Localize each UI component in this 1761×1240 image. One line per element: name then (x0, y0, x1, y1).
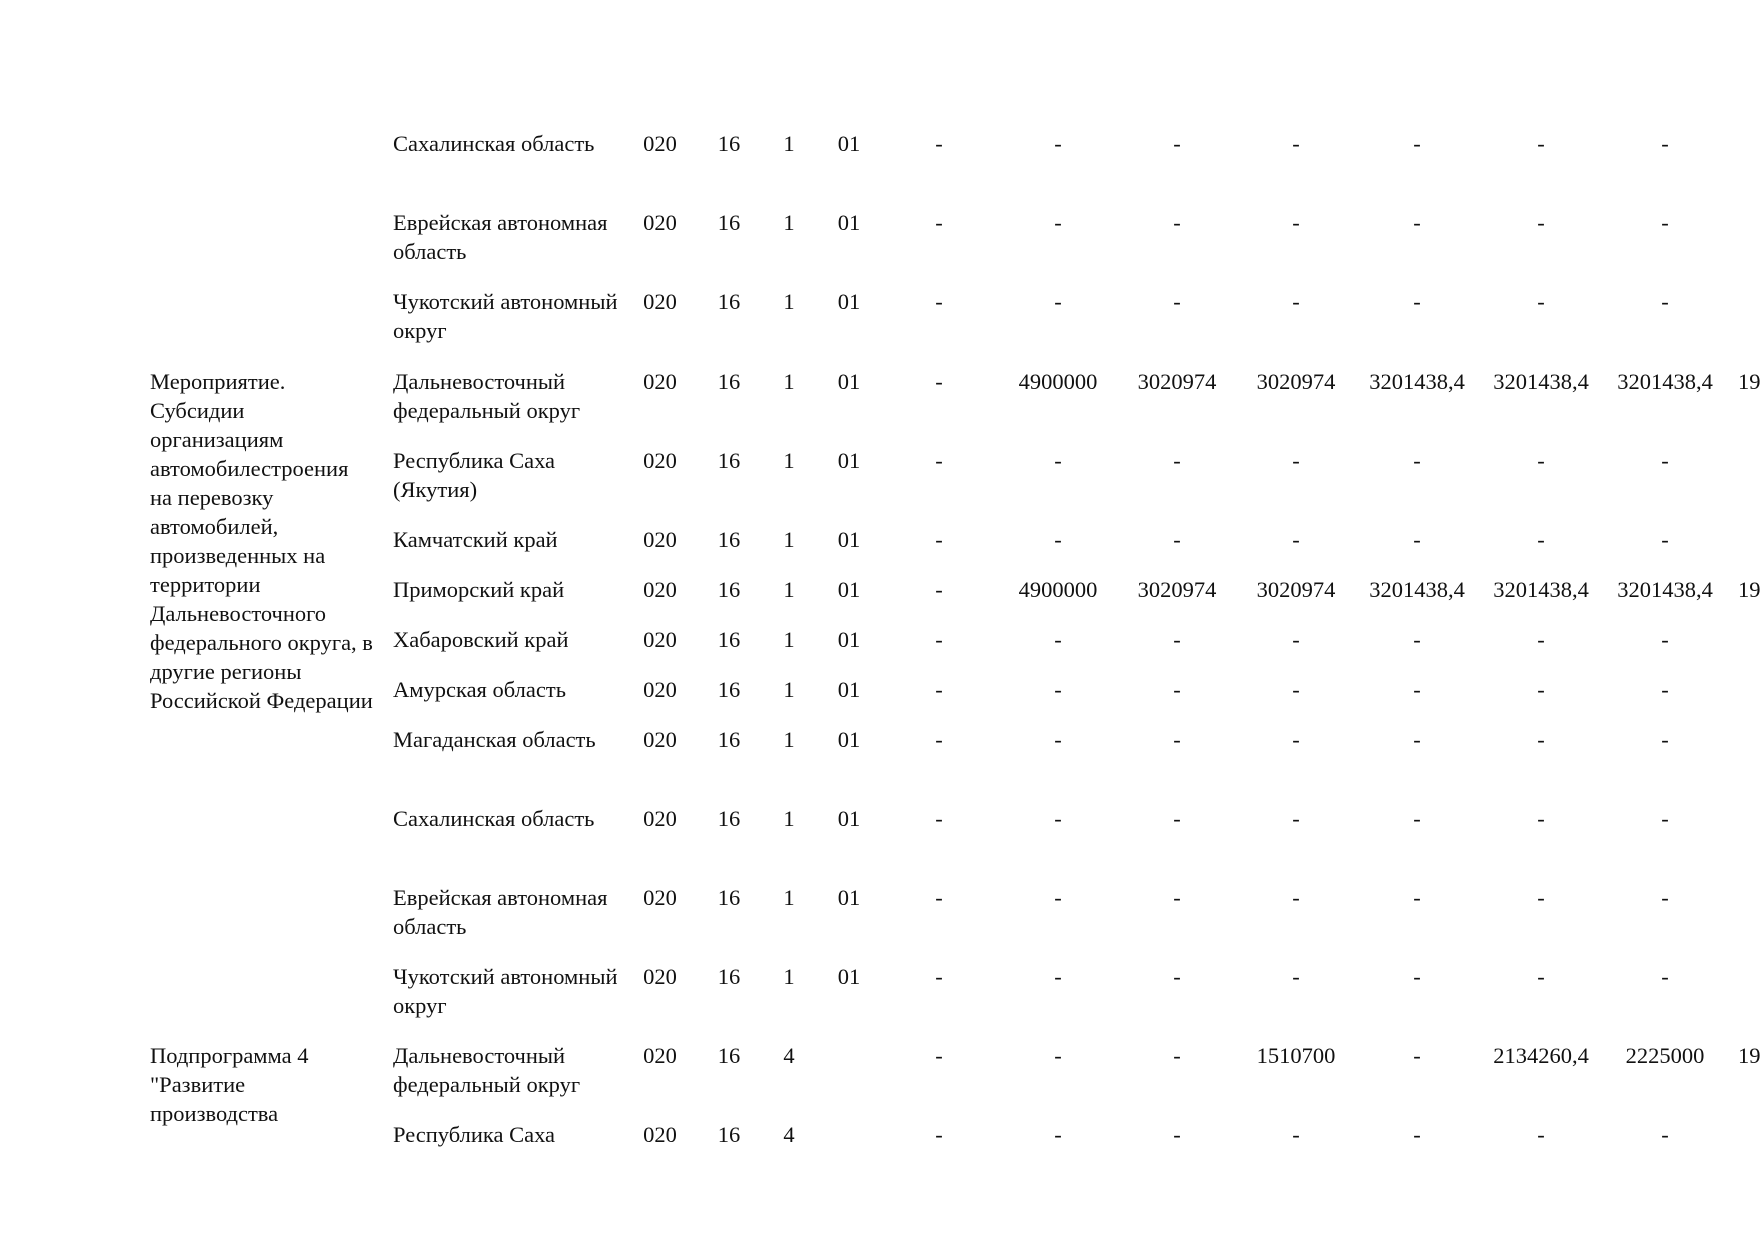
event-code-cell: 01 (837, 885, 861, 910)
value-cell: - (935, 885, 943, 910)
value-cell: - (1292, 964, 1300, 989)
value-cell: - (1413, 964, 1421, 989)
value-cell: - (935, 527, 943, 552)
value-cell: 19 (1738, 1043, 1761, 1068)
grbs-code-cell: 020 (643, 677, 677, 702)
program-code-cell: 16 (717, 369, 741, 394)
value-cell: - (1537, 727, 1545, 752)
region-cell: Дальневосточный федеральный округ (393, 1043, 581, 1097)
value-cell: 3201438,4 (1493, 369, 1589, 394)
value-cell: - (935, 577, 943, 602)
value-cell: - (1173, 448, 1181, 473)
grbs-code-cell: 020 (643, 131, 677, 156)
value-cell: - (935, 131, 943, 156)
value-cell: - (1292, 448, 1300, 473)
value-cell: 3201438,4 (1369, 577, 1465, 602)
value-cell: - (1054, 677, 1062, 702)
value-cell: - (1292, 806, 1300, 831)
event-code-cell: 01 (837, 289, 861, 314)
value-cell: - (1413, 448, 1421, 473)
grbs-code-cell: 020 (643, 964, 677, 989)
value-cell: - (935, 677, 943, 702)
subprogram-code-cell: 1 (783, 677, 795, 702)
grbs-code-cell: 020 (643, 1043, 677, 1068)
event-code-cell: 01 (837, 448, 861, 473)
value-cell: - (1292, 727, 1300, 752)
value-cell: 3020974 (1256, 369, 1336, 394)
subprogram-code-cell: 1 (783, 727, 795, 752)
grbs-code-cell: 020 (643, 885, 677, 910)
value-cell: 4900000 (1018, 577, 1098, 602)
value-cell: 3020974 (1137, 369, 1217, 394)
value-cell: - (1537, 289, 1545, 314)
value-cell: - (1054, 727, 1062, 752)
value-cell: - (1413, 1122, 1421, 1147)
event-code-cell: 01 (837, 627, 861, 652)
value-cell: - (1661, 677, 1669, 702)
program-code-cell: 16 (717, 131, 741, 156)
value-cell: - (935, 964, 943, 989)
grbs-code-cell: 020 (643, 289, 677, 314)
value-cell: - (1413, 527, 1421, 552)
value-cell: - (1661, 289, 1669, 314)
value-cell: - (1413, 1043, 1421, 1068)
value-cell: - (1537, 1122, 1545, 1147)
program-code-cell: 16 (717, 289, 741, 314)
region-cell: Еврейская автономная область (393, 210, 608, 264)
value-cell: - (1173, 131, 1181, 156)
program-code-cell: 16 (717, 448, 741, 473)
value-cell: - (1661, 885, 1669, 910)
value-cell: - (1054, 627, 1062, 652)
value-cell: - (1292, 677, 1300, 702)
subprogram-code-cell: 4 (783, 1043, 795, 1068)
value-cell: - (1054, 806, 1062, 831)
subprogram-code-cell: 1 (783, 627, 795, 652)
subprogram-code-cell: 1 (783, 448, 795, 473)
event-code-cell: 01 (837, 727, 861, 752)
program-code-cell: 16 (717, 806, 741, 831)
subprogram-code-cell: 1 (783, 210, 795, 235)
value-cell: - (935, 369, 943, 394)
value-cell: - (1292, 885, 1300, 910)
value-cell: - (1413, 677, 1421, 702)
event-code-cell: 01 (837, 369, 861, 394)
value-cell: - (1661, 448, 1669, 473)
value-cell: - (1173, 1122, 1181, 1147)
value-cell: - (1661, 210, 1669, 235)
value-cell: 19 (1738, 369, 1761, 394)
subprogram-code-cell: 4 (783, 1122, 795, 1147)
value-cell: - (1054, 885, 1062, 910)
grbs-code-cell: 020 (643, 448, 677, 473)
program-code-cell: 16 (717, 1043, 741, 1068)
program-code-cell: 16 (717, 210, 741, 235)
region-cell: Чукотский автономный округ (393, 289, 618, 343)
value-cell: 19 (1738, 577, 1761, 602)
region-cell: Дальневосточный федеральный округ (393, 369, 581, 423)
subprogram-code-cell: 1 (783, 527, 795, 552)
subprogram-code-cell: 1 (783, 289, 795, 314)
region-cell: Магаданская область (393, 727, 596, 752)
value-cell: - (1537, 210, 1545, 235)
program-code-cell: 16 (717, 727, 741, 752)
event-code-cell: 01 (837, 210, 861, 235)
value-cell: - (1537, 677, 1545, 702)
region-cell: Республика Саха (Якутия) (393, 448, 556, 502)
region-cell: Сахалинская область (393, 806, 595, 831)
value-cell: - (1173, 964, 1181, 989)
value-cell: - (1661, 964, 1669, 989)
region-cell: Еврейская автономная область (393, 885, 608, 939)
measure-title: Мероприятие. Субсидии организациям автомобилестроения на перевозку автомобилей, произведенных на территории Дальневосточного федерального округа, в другие регионы Российской Федерации (150, 369, 373, 713)
region-cell: Камчатский край (393, 527, 558, 552)
region-cell: Амурская область (393, 677, 566, 702)
value-cell: - (1173, 627, 1181, 652)
value-cell: - (1173, 527, 1181, 552)
value-cell: - (935, 210, 943, 235)
value-cell: - (1292, 210, 1300, 235)
value-cell: - (1413, 289, 1421, 314)
grbs-code-cell: 020 (643, 806, 677, 831)
value-cell: 2134260,4 (1493, 1043, 1589, 1068)
value-cell: - (935, 627, 943, 652)
value-cell: - (935, 448, 943, 473)
value-cell: - (1413, 885, 1421, 910)
event-code-cell: 01 (837, 527, 861, 552)
value-cell: - (1292, 1122, 1300, 1147)
value-cell: 1510700 (1256, 1043, 1336, 1068)
event-code-cell: 01 (837, 577, 861, 602)
value-cell: - (1292, 131, 1300, 156)
value-cell: - (1173, 885, 1181, 910)
program-code-cell: 16 (717, 677, 741, 702)
value-cell: - (1537, 806, 1545, 831)
value-cell: - (1054, 1043, 1062, 1068)
grbs-code-cell: 020 (643, 527, 677, 552)
value-cell: - (1173, 677, 1181, 702)
value-cell: - (1537, 448, 1545, 473)
grbs-code-cell: 020 (643, 577, 677, 602)
program-code-cell: 16 (717, 577, 741, 602)
program-code-cell: 16 (717, 1122, 741, 1147)
subprogram-code-cell: 1 (783, 964, 795, 989)
subprogram-code-cell: 1 (783, 131, 795, 156)
program-code-cell: 16 (717, 964, 741, 989)
value-cell: - (1537, 885, 1545, 910)
value-cell: 3020974 (1256, 577, 1336, 602)
value-cell: - (1413, 727, 1421, 752)
value-cell: - (1661, 806, 1669, 831)
value-cell: - (1537, 527, 1545, 552)
value-cell: 3201438,4 (1617, 369, 1713, 394)
value-cell: - (1413, 806, 1421, 831)
region-cell: Хабаровский край (393, 627, 569, 652)
value-cell: - (1173, 289, 1181, 314)
value-cell: - (935, 806, 943, 831)
value-cell: - (1413, 627, 1421, 652)
subprogram-code-cell: 1 (783, 577, 795, 602)
value-cell: - (1173, 727, 1181, 752)
value-cell: - (935, 289, 943, 314)
program-code-cell: 16 (717, 885, 741, 910)
value-cell: - (1661, 627, 1669, 652)
event-code-cell: 01 (837, 131, 861, 156)
grbs-code-cell: 020 (643, 1122, 677, 1147)
event-code-cell: 01 (837, 806, 861, 831)
value-cell: - (1054, 1122, 1062, 1147)
grbs-code-cell: 020 (643, 210, 677, 235)
value-cell: - (1054, 289, 1062, 314)
event-code-cell: 01 (837, 964, 861, 989)
value-cell: - (1292, 289, 1300, 314)
value-cell: - (1661, 727, 1669, 752)
program-code-cell: 16 (717, 527, 741, 552)
value-cell: - (1054, 448, 1062, 473)
grbs-code-cell: 020 (643, 627, 677, 652)
value-cell: - (1054, 210, 1062, 235)
value-cell: - (1661, 527, 1669, 552)
value-cell: 3201438,4 (1617, 577, 1713, 602)
value-cell: - (1537, 627, 1545, 652)
value-cell: - (1537, 131, 1545, 156)
value-cell: - (935, 1043, 943, 1068)
value-cell: - (1054, 131, 1062, 156)
value-cell: - (935, 1122, 943, 1147)
value-cell: 2225000 (1625, 1043, 1705, 1068)
subprogram-code-cell: 1 (783, 885, 795, 910)
region-cell: Чукотский автономный округ (393, 964, 618, 1018)
value-cell: - (1661, 1122, 1669, 1147)
value-cell: - (1537, 964, 1545, 989)
region-cell: Республика Саха (393, 1122, 556, 1147)
grbs-code-cell: 020 (643, 727, 677, 752)
subprogram-code-cell: 1 (783, 369, 795, 394)
value-cell: 4900000 (1018, 369, 1098, 394)
subprogram-code-cell: 1 (783, 806, 795, 831)
value-cell: - (1413, 210, 1421, 235)
value-cell: 3201438,4 (1369, 369, 1465, 394)
event-code-cell: 01 (837, 677, 861, 702)
value-cell: - (1173, 210, 1181, 235)
value-cell: - (1173, 1043, 1181, 1068)
value-cell: - (1292, 527, 1300, 552)
value-cell: - (1173, 806, 1181, 831)
grbs-code-cell: 020 (643, 369, 677, 394)
value-cell: - (1413, 131, 1421, 156)
subprogram-title: Подпрограмма 4 "Развитие производства (150, 1043, 309, 1126)
program-code-cell: 16 (717, 627, 741, 652)
value-cell: - (1661, 131, 1669, 156)
region-cell: Приморский край (393, 577, 565, 602)
value-cell: 3020974 (1137, 577, 1217, 602)
value-cell: - (1054, 527, 1062, 552)
value-cell: - (935, 727, 943, 752)
region-cell: Сахалинская область (393, 131, 595, 156)
value-cell: - (1054, 964, 1062, 989)
value-cell: 3201438,4 (1493, 577, 1589, 602)
value-cell: - (1292, 627, 1300, 652)
